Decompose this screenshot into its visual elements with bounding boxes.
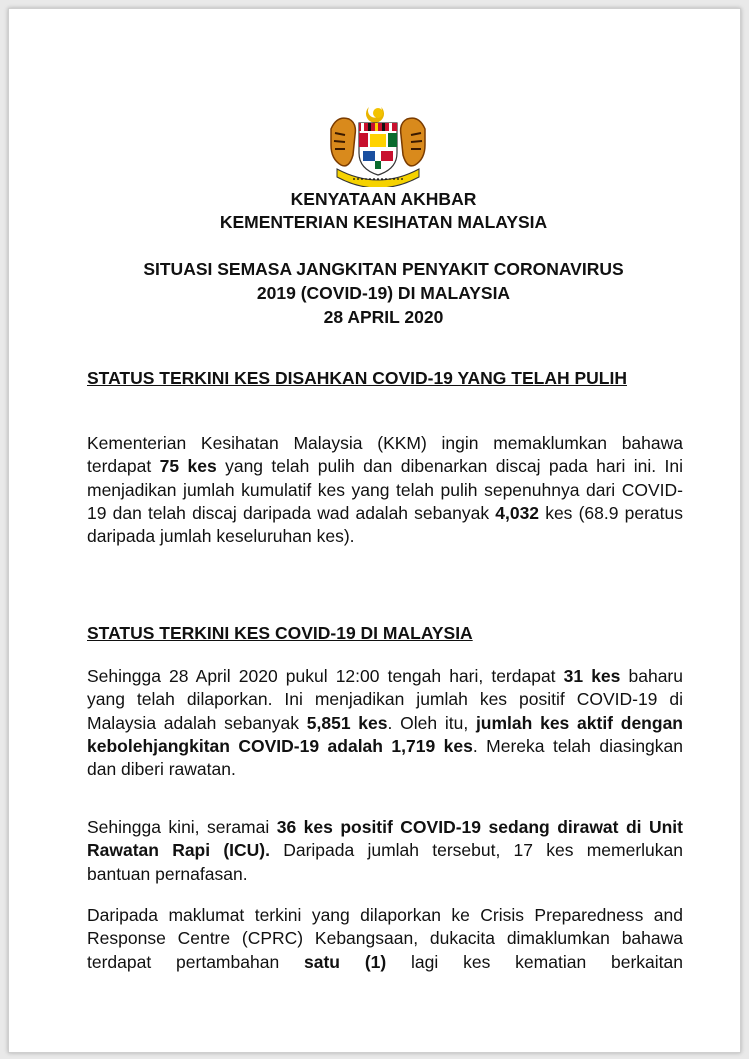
paragraph-icu: Sehingga kini, seramai 36 kes positif COVID-19 sedang dirawat di Unit Rawatan Rapi (ICU). Daripada jumlah tersebut, 17 kes memerlukan bantuan pernafasan. xyxy=(87,817,683,884)
paragraph-status: Sehingga 28 April 2020 pukul 12:00 tengah hari, terdapat 31 kes baharu yang telah dilaporkan. Ini menjadikan jumlah kes positif COVID-19 di Malaysia adalah sebanyak 5,851 kes. Oleh itu, jumlah kes aktif dengan kebolehjangkitan COVID-19 adalah 1,719 kes. Mereka telah diasingkan dan diberi rawatan. xyxy=(87,666,684,780)
subtitle-line-2: 2019 (COVID-19) DI MALAYSIA xyxy=(256,283,511,303)
paragraph-recovered: Kementerian Kesihatan Malaysia (KKM) ingin memaklumkan bahawa terdapat 75 kes yang telah pulih dan dibenarkan discaj pada hari ini. Ini menjadikan jumlah kumulatif kes yang telah pulih sepenuhnya dari COVID-19 dan telah discaj daripada wad adalah sebanyak 4,032 kes (68.9 peratus daripada jumlah keseluruhan kes). xyxy=(87,433,684,547)
press-release-title: KENYATAAN AKHBAR xyxy=(290,189,477,209)
release-date: 28 APRIL 2020 xyxy=(323,307,444,327)
ministry-name: KEMENTERIAN KESIHATAN MALAYSIA xyxy=(219,212,548,232)
subtitle-line-1: SITUASI SEMASA JANGKITAN PENYAKIT CORONAVIRUS xyxy=(143,259,624,279)
section-heading-status: STATUS TERKINI KES COVID-19 DI MALAYSIA xyxy=(87,623,473,643)
section-heading-recovered: STATUS TERKINI KES DISAHKAN COVID-19 YANG TELAH PULIH xyxy=(87,368,627,388)
coat-of-arms-emblem xyxy=(323,99,433,187)
document-page xyxy=(8,8,741,1053)
paragraph-deaths: Daripada maklumat terkini yang dilaporkan ke Crisis Preparedness and Response Centre (CPRC) Kebangsaan, dukacita dimaklumkan bahawa terdapat pertambahan satu (1) lagi kes kematian berkaitan xyxy=(87,905,684,972)
